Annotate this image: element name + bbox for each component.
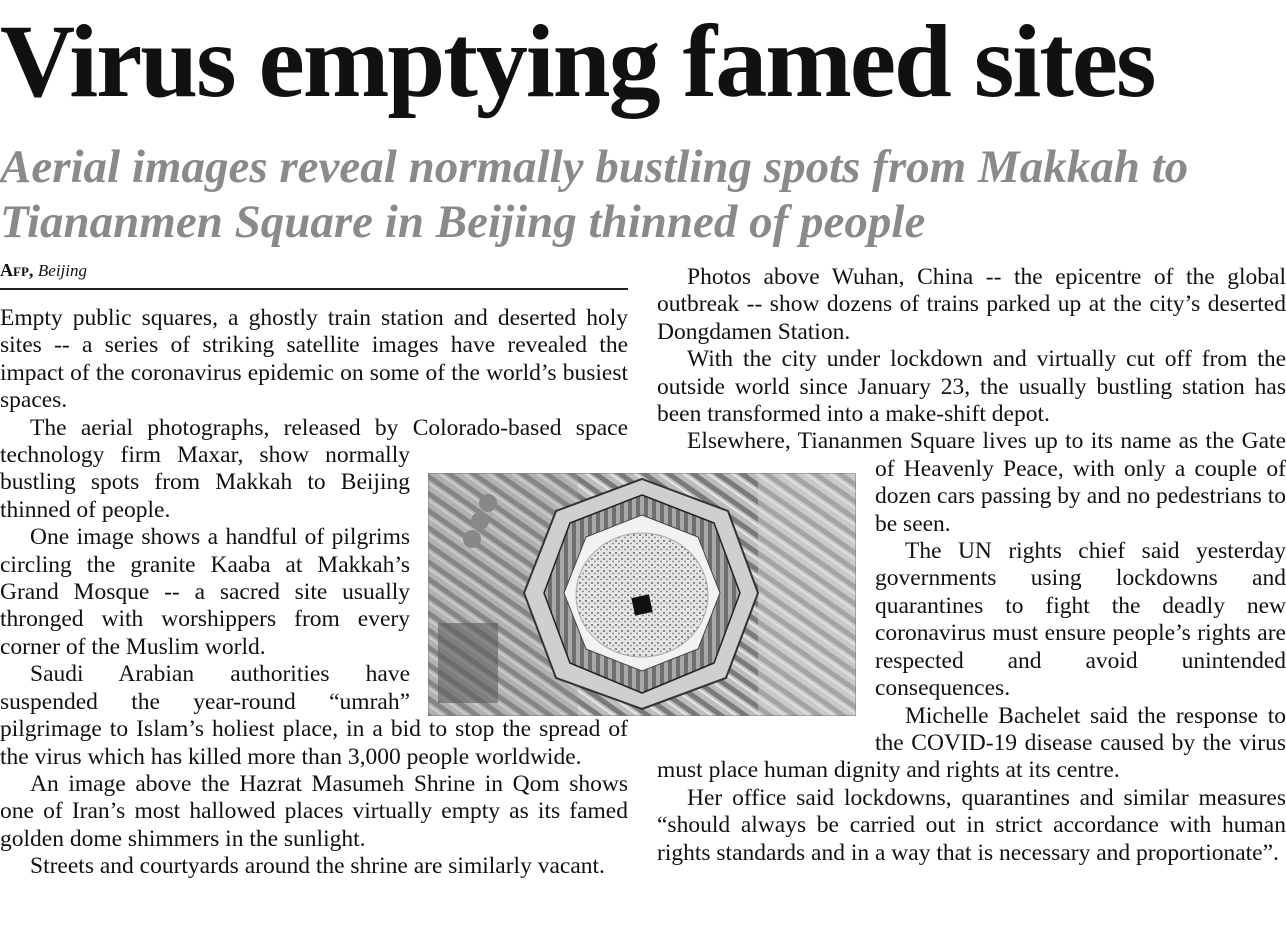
subheadline: Aerial images reveal normally bustling spots from Makkah to Tiananmen Square in Beijing thinned of people [0, 141, 1189, 248]
article-column-right [657, 0, 1286, 931]
paragraph: An image above the Hazrat Masumeh Shrine in Qom shows one of Iran’s most hallowed places virtually empty as its famed golden dome shimmers in the sunlight. [0, 770, 628, 852]
paragraph: With the city under lockdown and virtually cut off from the outside world since January 23, the usually bustling station has been transformed into a make-shift depot. [657, 346, 1286, 428]
paragraph: Michelle Bachelet said the response to the COVID-19 disease caused by the virus must place human dignity and rights at its centre. [657, 702, 1286, 784]
paragraph: The aerial photographs, released by Colorado-based space technology firm Maxar, show normally bustling spots from Makkah to Beijing thinned of people. [0, 414, 628, 523]
byline-dateline: Beijing [37, 261, 87, 280]
paragraph: Photos above Wuhan, China -- the epicentre of the global outbreak -- show dozens of trains parked up at the city’s deserted Dongdamen Station. [657, 264, 1286, 345]
paragraph: Streets and courtyards around the shrine are similarly vacant. [30, 853, 605, 880]
paragraph: Her office said lockdowns, quarantines and similar measures “should always be carried out in strict accordance with human rights standards and in a way that is necessary and proportionate”. [657, 784, 1286, 866]
byline-agency: Afp, [0, 260, 34, 280]
paragraph: One image shows a handful of pilgrims circling the granite Kaaba at Makkah’s Grand Mosque -- a sacred site usually thronged with worshippers from every corner of the Muslim world. [0, 524, 410, 660]
headline: Virus emptying famed sites [0, 4, 1155, 119]
aerial-mosque-photo [428, 473, 856, 716]
paragraph: Saudi Arabian authorities have suspended the year-round “umrah” pilgrimage to Islam’s holiest place, in a bid to stop the spread of the virus which has killed more than 3,000 people worldwide. [0, 661, 628, 770]
paragraph: Empty public squares, a ghostly train station and deserted holy sites -- a series of striking satellite images have revealed the impact of the coronavirus epidemic on some of the world’s busiest spaces. [0, 305, 628, 414]
paragraph: Elsewhere, Tiananmen Square lives up to its name as the Gate of Heavenly Peace, with only a couple of dozen cars passing by and no pedestrians to be seen. [687, 428, 1286, 537]
paragraph: The UN rights chief said yesterday governments using lockdowns and quarantines to fight the deadly new coronavirus must ensure people’s rights are respected and avoid unintended consequences. [875, 538, 1286, 702]
article-column-left [0, 0, 628, 931]
